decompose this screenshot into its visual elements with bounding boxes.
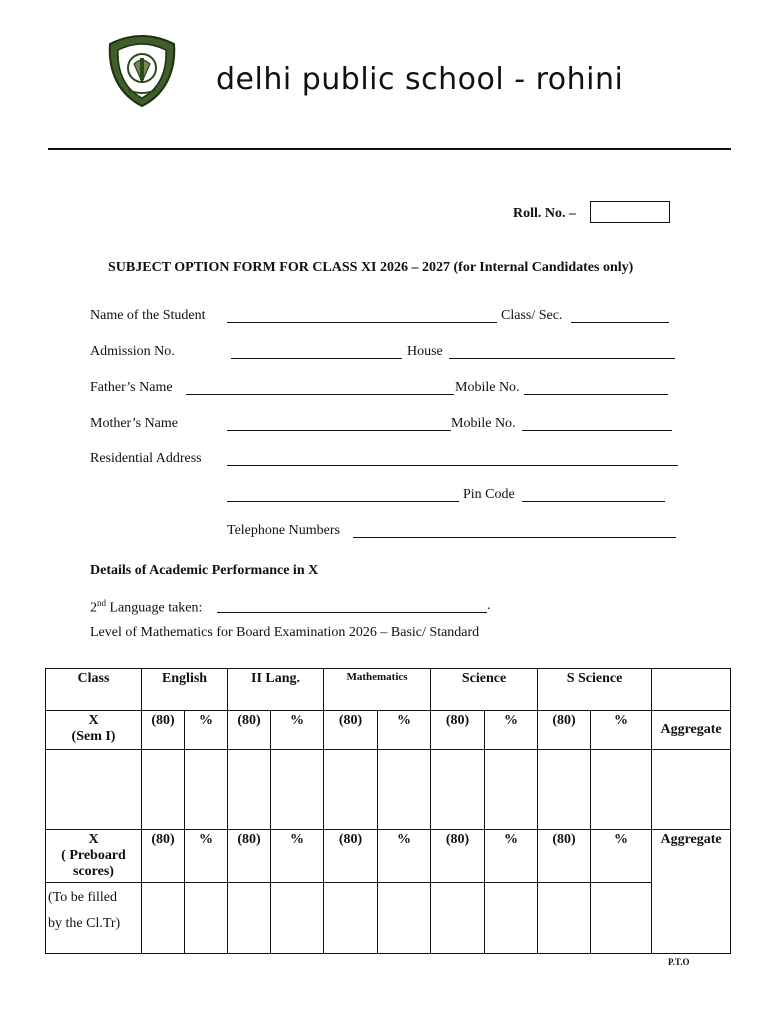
admission-no-label: Admission No. (90, 344, 175, 359)
entry-cell[interactable] (378, 883, 431, 954)
father-mobile-label: Mobile No. (455, 380, 520, 395)
entry-cell[interactable] (324, 750, 378, 830)
entry-cell[interactable] (228, 750, 271, 830)
second-language-number: 2 (90, 600, 97, 616)
school-crest-logo (104, 34, 180, 108)
mother-mobile-label: Mobile No. (451, 416, 516, 431)
pto-label: P.T.O (668, 957, 690, 967)
cell-percent: % (185, 711, 228, 750)
table-row (46, 830, 731, 883)
entry-cell[interactable] (652, 750, 731, 830)
pin-code-field[interactable] (522, 489, 665, 502)
cell-percent: % (185, 830, 228, 883)
mother-name-label: Mother’s Name (90, 416, 178, 431)
roll-number-box[interactable] (590, 201, 670, 223)
cell-max: (80) (324, 830, 378, 883)
col-header-science: Science (431, 669, 538, 711)
address-line-2-field[interactable] (227, 489, 459, 502)
maths-level-text: Level of Mathematics for Board Examination 2026 – Basic/ Standard (90, 625, 480, 640)
cell-percent: % (271, 830, 324, 883)
cell-max: (80) (228, 830, 271, 883)
entry-cell[interactable] (591, 750, 652, 830)
cell-percent: % (591, 830, 652, 883)
roll-number-label: Roll. No. – (513, 206, 576, 221)
second-language-row (90, 598, 202, 617)
mother-mobile-field[interactable] (522, 418, 672, 431)
form-title: SUBJECT OPTION FORM FOR CLASS XI 2026 – 2027 (for Internal Candidates only) (108, 260, 634, 275)
cell-max: (80) (431, 711, 485, 750)
entry-cell[interactable] (46, 750, 142, 830)
cell-percent: % (485, 830, 538, 883)
second-language-field[interactable] (217, 600, 487, 613)
entry-cell[interactable] (431, 883, 485, 954)
entry-cell[interactable] (185, 750, 228, 830)
father-mobile-field[interactable] (524, 382, 668, 395)
cell-percent: % (591, 711, 652, 750)
cell-percent: % (378, 711, 431, 750)
performance-table (45, 668, 731, 954)
col-header-blank (652, 669, 731, 711)
cell-aggregate: Aggregate (652, 711, 731, 750)
father-name-label: Father’s Name (90, 380, 173, 395)
col-header-class: Class (46, 669, 142, 711)
telephone-label: Telephone Numbers (227, 523, 340, 538)
table-row (46, 711, 731, 750)
cell-max: (80) (228, 711, 271, 750)
entry-cell[interactable] (185, 883, 228, 954)
row-label-preboard: X ( Preboard scores) (46, 830, 142, 883)
entry-cell[interactable] (324, 883, 378, 954)
entry-cell[interactable] (431, 750, 485, 830)
student-name-row (90, 308, 205, 324)
house-field[interactable] (449, 346, 675, 359)
cell-max: (80) (324, 711, 378, 750)
entry-cell[interactable] (142, 750, 185, 830)
cell-aggregate: Aggregate (652, 830, 731, 954)
entry-cell[interactable] (538, 750, 591, 830)
table-row (46, 883, 731, 954)
student-name-label: Name of the Student (90, 308, 206, 323)
mother-name-field[interactable] (227, 418, 451, 431)
entry-cell[interactable] (271, 883, 324, 954)
row-label-sem1: X (Sem I) (46, 711, 142, 750)
residential-address-label: Residential Address (90, 451, 202, 466)
academic-heading: Details of Academic Performance in X (90, 563, 319, 578)
entry-cell[interactable] (485, 750, 538, 830)
cell-percent: % (271, 711, 324, 750)
cell-max: (80) (142, 711, 185, 750)
cell-max: (80) (538, 711, 591, 750)
class-sec-label: Class/ Sec. (501, 308, 563, 323)
admission-no-field[interactable] (231, 346, 402, 359)
entry-cell[interactable] (142, 883, 185, 954)
header-divider (48, 148, 731, 150)
cell-max: (80) (142, 830, 185, 883)
pin-code-label: Pin Code (463, 487, 515, 502)
table-header-row (46, 669, 731, 711)
cell-percent: % (378, 830, 431, 883)
entry-cell[interactable] (538, 883, 591, 954)
second-language-suffix: nd (97, 598, 106, 608)
entry-cell[interactable] (378, 750, 431, 830)
second-language-dot: . (487, 598, 491, 613)
col-header-mathematics: Mathematics (324, 669, 431, 711)
entry-cell[interactable] (485, 883, 538, 954)
cell-max: (80) (538, 830, 591, 883)
house-label: House (407, 344, 443, 359)
col-header-second-language: II Lang. (228, 669, 324, 711)
table-row (46, 750, 731, 830)
col-header-social-science: S Science (538, 669, 652, 711)
entry-cell[interactable] (228, 883, 271, 954)
col-header-english: English (142, 669, 228, 711)
entry-cell[interactable] (271, 750, 324, 830)
student-name-field[interactable] (227, 310, 497, 323)
school-name: delhi public school - rohini (216, 62, 624, 97)
cell-max: (80) (431, 830, 485, 883)
entry-cell[interactable] (591, 883, 652, 954)
telephone-field[interactable] (353, 525, 676, 538)
class-teacher-note: (To be filled by the Cl.Tr) (46, 883, 142, 954)
second-language-label: Language taken: (109, 600, 203, 616)
class-sec-field[interactable] (571, 310, 669, 323)
address-line-1-field[interactable] (227, 453, 678, 466)
cell-percent: % (485, 711, 538, 750)
father-name-field[interactable] (186, 382, 454, 395)
